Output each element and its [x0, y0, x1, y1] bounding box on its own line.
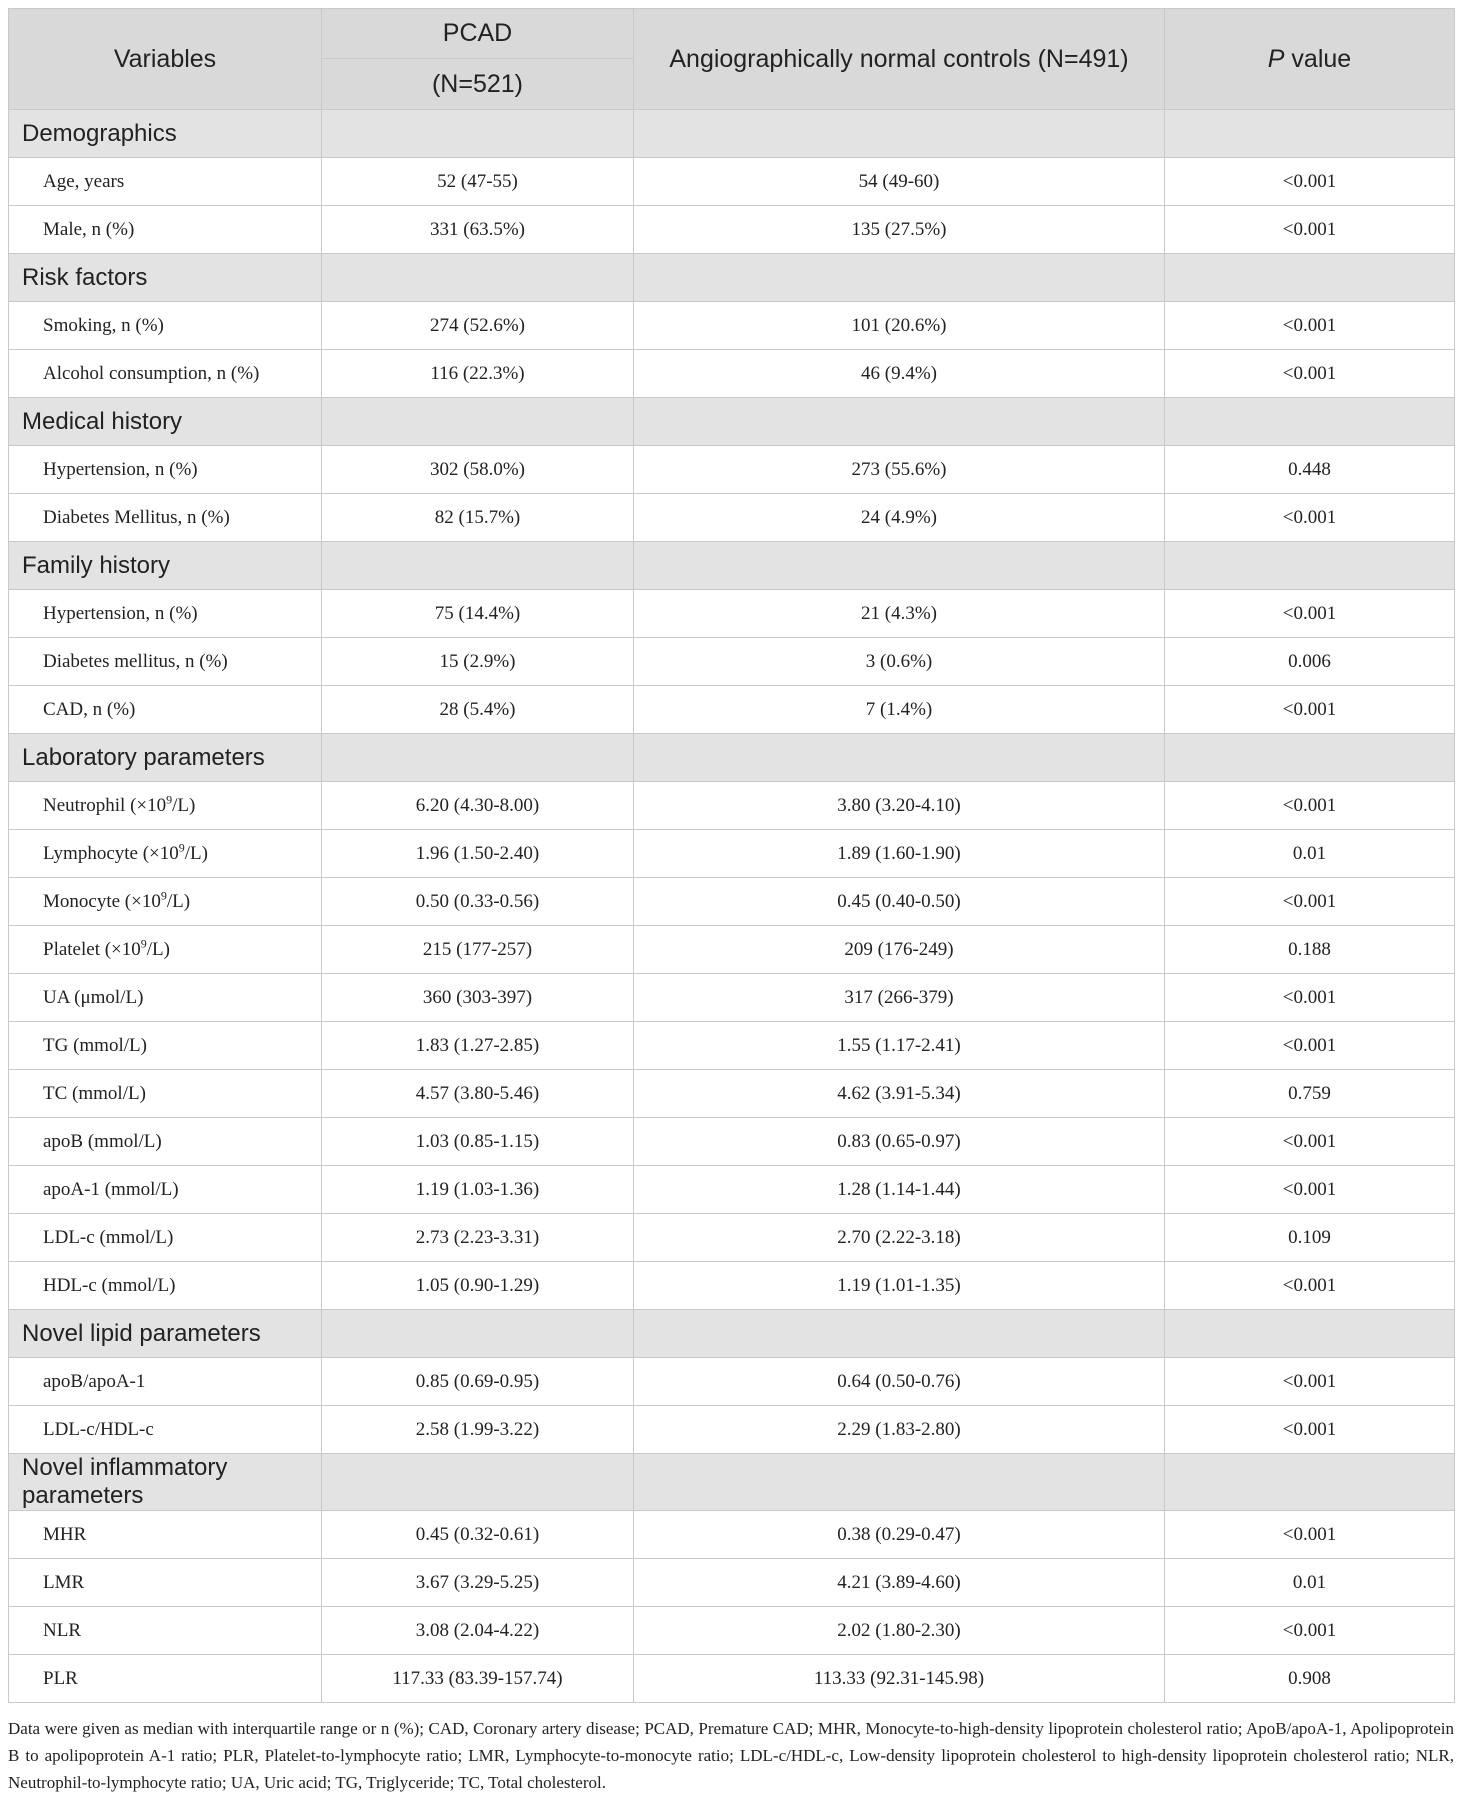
- section-row: [9, 398, 1455, 446]
- pcad-value-cell: 15 (2.9%): [322, 638, 634, 686]
- pcad-value-cell: 2.73 (2.23-3.31): [322, 1214, 634, 1262]
- p-value-cell: <0.001: [1165, 1118, 1455, 1166]
- variable-label: LDL-c (mmol/L): [43, 1226, 174, 1248]
- section-title: Family history: [9, 542, 322, 590]
- p-value-cell: <0.001: [1165, 206, 1455, 254]
- control-value-cell: 0.64 (0.50-0.76): [634, 1358, 1165, 1406]
- pcad-value-cell: 1.96 (1.50-2.40): [322, 830, 634, 878]
- section-empty-cell: [322, 542, 634, 590]
- variable-exponent: 9: [178, 840, 185, 855]
- p-value-cell: 0.109: [1165, 1214, 1455, 1262]
- section-row: [9, 1310, 1455, 1358]
- variable-cell: [9, 782, 322, 830]
- variable-cell: [9, 1559, 322, 1607]
- variable-cell: [9, 1607, 322, 1655]
- p-value-cell: <0.001: [1165, 158, 1455, 206]
- table-row: [9, 686, 1455, 734]
- table-row: [9, 1166, 1455, 1214]
- variable-exponent: 9: [140, 936, 147, 951]
- control-value-cell: 3 (0.6%): [634, 638, 1165, 686]
- pcad-value-cell: 360 (303-397): [322, 974, 634, 1022]
- section-empty-cell: [1165, 542, 1455, 590]
- variable-label: Monocyte (×10: [43, 890, 161, 912]
- p-value-cell: <0.001: [1165, 494, 1455, 542]
- p-value-cell: 0.759: [1165, 1070, 1455, 1118]
- control-value-cell: 54 (49-60): [634, 158, 1165, 206]
- variable-label: Hypertension, n (%): [43, 602, 198, 624]
- section-empty-cell: [1165, 398, 1455, 446]
- variable-cell: [9, 206, 322, 254]
- section-title: Risk factors: [9, 254, 322, 302]
- section-title: Laboratory parameters: [9, 734, 322, 782]
- header-p-value: [1165, 9, 1455, 110]
- section-row: [9, 254, 1455, 302]
- p-value-cell: <0.001: [1165, 1022, 1455, 1070]
- table-row: [9, 1022, 1455, 1070]
- variable-label: Platelet (×10: [43, 938, 141, 960]
- table-row: [9, 878, 1455, 926]
- pcad-value-cell: 0.45 (0.32-0.61): [322, 1511, 634, 1559]
- p-value-cell: 0.448: [1165, 446, 1455, 494]
- control-value-cell: 0.38 (0.29-0.47): [634, 1511, 1165, 1559]
- pcad-value-cell: 1.83 (1.27-2.85): [322, 1022, 634, 1070]
- section-empty-cell: [322, 254, 634, 302]
- table-container: [8, 8, 1454, 1796]
- pcad-value-cell: 1.19 (1.03-1.36): [322, 1166, 634, 1214]
- variable-label: HDL-c (mmol/L): [43, 1274, 176, 1296]
- variable-cell: [9, 686, 322, 734]
- section-title: Novel inflammatory parameters: [9, 1454, 322, 1511]
- variable-label: CAD, n (%): [43, 698, 136, 720]
- pcad-value-cell: 215 (177-257): [322, 926, 634, 974]
- control-value-cell: 46 (9.4%): [634, 350, 1165, 398]
- variable-cell: [9, 1118, 322, 1166]
- variable-label: Neutrophil (×10: [43, 794, 167, 816]
- control-value-cell: 21 (4.3%): [634, 590, 1165, 638]
- section-empty-cell: [634, 110, 1165, 158]
- pcad-value-cell: 0.50 (0.33-0.56): [322, 878, 634, 926]
- table-row: [9, 302, 1455, 350]
- variable-cell: [9, 974, 322, 1022]
- control-value-cell: 7 (1.4%): [634, 686, 1165, 734]
- variable-label: Lymphocyte (×10: [43, 842, 179, 864]
- control-value-cell: 3.80 (3.20-4.10): [634, 782, 1165, 830]
- section-empty-cell: [322, 1310, 634, 1358]
- variable-cell: [9, 1262, 322, 1310]
- variable-label: MHR: [43, 1523, 87, 1545]
- p-value-cell: <0.001: [1165, 1166, 1455, 1214]
- table-body: [9, 110, 1455, 1703]
- variable-exponent: 9: [166, 792, 173, 807]
- table-row: [9, 1214, 1455, 1262]
- pcad-value-cell: 52 (47-55): [322, 158, 634, 206]
- control-value-cell: 2.70 (2.22-3.18): [634, 1214, 1165, 1262]
- table-row: [9, 158, 1455, 206]
- p-value-cell: <0.001: [1165, 302, 1455, 350]
- variable-cell: [9, 590, 322, 638]
- pcad-value-cell: 28 (5.4%): [322, 686, 634, 734]
- variable-cell: [9, 1358, 322, 1406]
- table-row: [9, 782, 1455, 830]
- p-value-cell: <0.001: [1165, 1262, 1455, 1310]
- section-row: [9, 542, 1455, 590]
- p-value-cell: 0.01: [1165, 1559, 1455, 1607]
- variable-cell: [9, 830, 322, 878]
- p-value-cell: <0.001: [1165, 878, 1455, 926]
- table-row: [9, 206, 1455, 254]
- p-value-cell: <0.001: [1165, 782, 1455, 830]
- table-row: [9, 830, 1455, 878]
- p-value-cell: <0.001: [1165, 1358, 1455, 1406]
- p-value-cell: <0.001: [1165, 590, 1455, 638]
- pcad-value-cell: 331 (63.5%): [322, 206, 634, 254]
- section-empty-cell: [634, 1310, 1165, 1358]
- pcad-value-cell: 4.57 (3.80-5.46): [322, 1070, 634, 1118]
- section-empty-cell: [322, 398, 634, 446]
- control-value-cell: 4.62 (3.91-5.34): [634, 1070, 1165, 1118]
- p-value-cell: 0.188: [1165, 926, 1455, 974]
- table-row: [9, 1118, 1455, 1166]
- variable-label: Smoking, n (%): [43, 314, 164, 336]
- pcad-value-cell: 274 (52.6%): [322, 302, 634, 350]
- variable-cell: [9, 350, 322, 398]
- p-value-cell: 0.908: [1165, 1655, 1455, 1703]
- variable-cell: [9, 1070, 322, 1118]
- variable-label: PLR: [43, 1667, 78, 1689]
- pcad-value-cell: 75 (14.4%): [322, 590, 634, 638]
- variable-label: Diabetes Mellitus, n (%): [43, 506, 230, 528]
- table-row: [9, 1070, 1455, 1118]
- variable-label: Alcohol consumption, n (%): [43, 362, 260, 384]
- variable-label: Hypertension, n (%): [43, 458, 198, 480]
- baseline-characteristics-table: [8, 8, 1455, 1703]
- variable-cell: [9, 158, 322, 206]
- control-value-cell: 0.45 (0.40-0.50): [634, 878, 1165, 926]
- variable-unit-tail: /L): [166, 890, 191, 912]
- pcad-value-cell: 3.08 (2.04-4.22): [322, 1607, 634, 1655]
- pcad-value-cell: 0.85 (0.69-0.95): [322, 1358, 634, 1406]
- table-row: [9, 638, 1455, 686]
- table-row: [9, 1406, 1455, 1454]
- section-empty-cell: [634, 398, 1165, 446]
- variable-label: TC (mmol/L): [43, 1082, 146, 1104]
- control-value-cell: 4.21 (3.89-4.60): [634, 1559, 1165, 1607]
- table-row: [9, 926, 1455, 974]
- header-variables: Variables: [9, 9, 322, 110]
- section-empty-cell: [1165, 254, 1455, 302]
- table-row: [9, 1358, 1455, 1406]
- variable-label: NLR: [43, 1619, 81, 1641]
- p-value-cell: <0.001: [1165, 974, 1455, 1022]
- variable-label: LDL-c/HDL-c: [43, 1418, 154, 1440]
- p-value-cell: <0.001: [1165, 1406, 1455, 1454]
- control-value-cell: 2.02 (1.80-2.30): [634, 1607, 1165, 1655]
- control-value-cell: 24 (4.9%): [634, 494, 1165, 542]
- variable-cell: [9, 494, 322, 542]
- section-title: Novel lipid parameters: [9, 1310, 322, 1358]
- table-row: [9, 350, 1455, 398]
- control-value-cell: 113.33 (92.31-145.98): [634, 1655, 1165, 1703]
- pcad-value-cell: 1.05 (0.90-1.29): [322, 1262, 634, 1310]
- section-empty-cell: [1165, 734, 1455, 782]
- p-value-cell: 0.006: [1165, 638, 1455, 686]
- table-row: [9, 1511, 1455, 1559]
- control-value-cell: 317 (266-379): [634, 974, 1165, 1022]
- section-empty-cell: [634, 734, 1165, 782]
- control-value-cell: 1.28 (1.14-1.44): [634, 1166, 1165, 1214]
- section-row: [9, 734, 1455, 782]
- pcad-value-cell: 302 (58.0%): [322, 446, 634, 494]
- section-empty-cell: [1165, 110, 1455, 158]
- table-row: [9, 590, 1455, 638]
- section-title: Demographics: [9, 110, 322, 158]
- pcad-value-cell: 2.58 (1.99-3.22): [322, 1406, 634, 1454]
- pcad-value-cell: 1.03 (0.85-1.15): [322, 1118, 634, 1166]
- variable-cell: [9, 302, 322, 350]
- section-row: [9, 1454, 1455, 1511]
- section-row: [9, 110, 1455, 158]
- table-row: [9, 446, 1455, 494]
- p-value-cell: <0.001: [1165, 350, 1455, 398]
- variable-cell: [9, 1406, 322, 1454]
- variable-unit-tail: /L): [184, 842, 208, 864]
- variable-label: apoB/apoA-1: [43, 1370, 146, 1392]
- p-value-cell: <0.001: [1165, 1607, 1455, 1655]
- table-row: [9, 1607, 1455, 1655]
- table-footnote: Data were given as median with interquartile range or n (%); CAD, Coronary artery disease; PCAD, Premature CAD; MHR, Monocyte-to-high-density lipoprotein cholesterol ratio; ApoB/apoA-1, Apolipoprotein B to apolipoprotein A-1 ratio; PLR, Platelet-to-lymphocyte ratio; LMR, Lymphocyte-to-monocyte ratio; LDL-c/HDL-c, Low-density lipoprotein cholesterol to high-density lipoprotein cholesterol ratio; NLR, Neutrophil-to-lymphocyte ratio; UA, Uric acid; TG, Triglyceride; TC, Total cholesterol.: [8, 1719, 1454, 1792]
- variable-unit-tail: /L): [172, 794, 196, 816]
- table-header: [9, 9, 1455, 110]
- control-value-cell: 0.83 (0.65-0.97): [634, 1118, 1165, 1166]
- control-value-cell: 135 (27.5%): [634, 206, 1165, 254]
- header-pcad: PCAD: [322, 9, 634, 59]
- header-controls: Angiographically normal controls (N=491): [634, 9, 1165, 110]
- variable-exponent: 9: [160, 888, 167, 903]
- section-empty-cell: [634, 254, 1165, 302]
- variable-cell: [9, 1214, 322, 1262]
- control-value-cell: 273 (55.6%): [634, 446, 1165, 494]
- variable-cell: [9, 446, 322, 494]
- variable-label: Male, n (%): [43, 218, 135, 240]
- section-empty-cell: [322, 1454, 634, 1511]
- variable-cell: [9, 638, 322, 686]
- variable-label: Diabetes mellitus, n (%): [43, 650, 228, 672]
- control-value-cell: 101 (20.6%): [634, 302, 1165, 350]
- pcad-value-cell: 6.20 (4.30-8.00): [322, 782, 634, 830]
- variable-cell: [9, 1166, 322, 1214]
- variable-cell: [9, 1655, 322, 1703]
- section-empty-cell: [1165, 1310, 1455, 1358]
- control-value-cell: 1.55 (1.17-2.41): [634, 1022, 1165, 1070]
- section-empty-cell: [322, 734, 634, 782]
- table-row: [9, 1655, 1455, 1703]
- p-value-cell: 0.01: [1165, 830, 1455, 878]
- pcad-value-cell: 116 (22.3%): [322, 350, 634, 398]
- table-row: [9, 1262, 1455, 1310]
- pcad-value-cell: 82 (15.7%): [322, 494, 634, 542]
- pcad-value-cell: 3.67 (3.29-5.25): [322, 1559, 634, 1607]
- variable-label: apoB (mmol/L): [43, 1130, 162, 1152]
- variable-cell: [9, 1511, 322, 1559]
- variable-label: UA (μmol/L): [43, 986, 144, 1008]
- header-pcad-n: (N=521): [322, 59, 634, 110]
- header-p-italic: P: [1267, 44, 1285, 73]
- variable-cell: [9, 878, 322, 926]
- pcad-value-cell: 117.33 (83.39-157.74): [322, 1655, 634, 1703]
- variable-label: LMR: [43, 1571, 85, 1593]
- control-value-cell: 209 (176-249): [634, 926, 1165, 974]
- p-value-cell: <0.001: [1165, 1511, 1455, 1559]
- section-empty-cell: [1165, 1454, 1455, 1511]
- section-empty-cell: [634, 542, 1165, 590]
- variable-label: TG (mmol/L): [43, 1034, 147, 1056]
- variable-label: Age, years: [43, 170, 125, 192]
- control-value-cell: 1.89 (1.60-1.90): [634, 830, 1165, 878]
- header-p-rest: value: [1284, 44, 1352, 73]
- section-title: Medical history: [9, 398, 322, 446]
- variable-unit-tail: /L): [146, 938, 170, 960]
- control-value-cell: 1.19 (1.01-1.35): [634, 1262, 1165, 1310]
- table-row: [9, 494, 1455, 542]
- table-row: [9, 974, 1455, 1022]
- section-empty-cell: [322, 110, 634, 158]
- control-value-cell: 2.29 (1.83-2.80): [634, 1406, 1165, 1454]
- variable-cell: [9, 926, 322, 974]
- variable-label: apoA-1 (mmol/L): [43, 1178, 179, 1200]
- table-row: [9, 1559, 1455, 1607]
- section-empty-cell: [634, 1454, 1165, 1511]
- variable-cell: [9, 1022, 322, 1070]
- p-value-cell: <0.001: [1165, 686, 1455, 734]
